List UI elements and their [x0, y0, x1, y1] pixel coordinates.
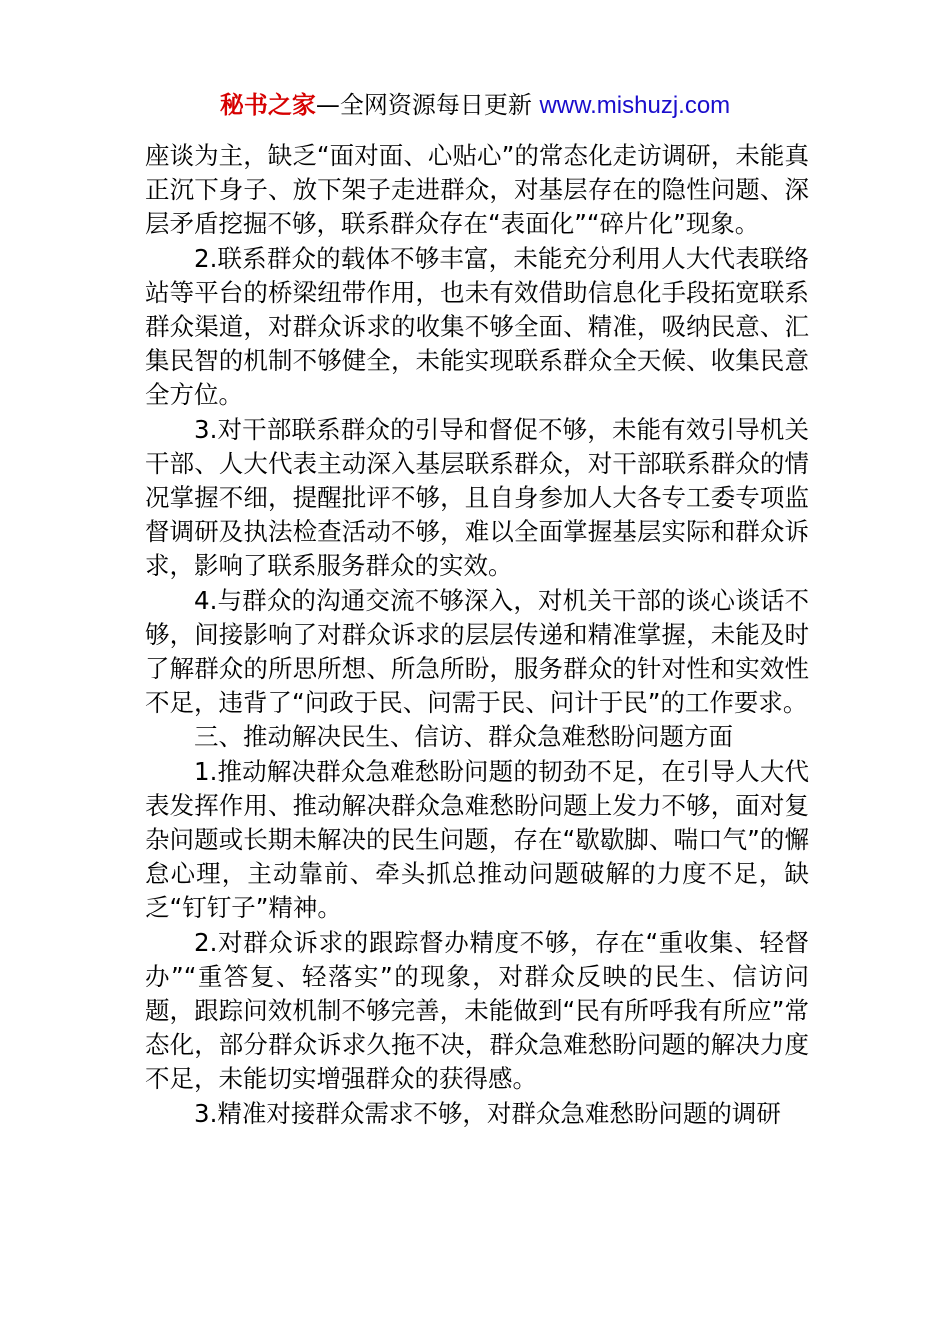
page-header — [0, 88, 950, 123]
section-heading-3: 三、推动解决民生、信访、群众急难愁盼问题方面 — [194, 722, 733, 752]
paragraph-section3-item-1: 1.推动解决群众急难愁盼问题的韧劲不足，在引导人大代表发挥作用、推动解决群众急难愁盼问题上发力不够，面对复杂问题或长期未解决的民生问题，存在“歇歇脚、喘口气”的懈怠心理，主动靠前、牵头抓总推动问题破解的力度不足，缺乏“钉钉子”精神。 — [145, 756, 809, 923]
paragraph-item-4: 4.与群众的沟通交流不够深入，对机关干部的谈心谈话不够，间接影响了对群众诉求的层层传递和精准掌握，未能及时了解群众的所思所想、所急所盼，服务群众的针对性和实效性不足，违背了“问政于民、问需于民、问计于民”的工作要求。 — [145, 585, 809, 718]
paragraph-section3-item-2: 2.对群众诉求的跟踪督办精度不够，存在“重收集、轻督办”“重答复、轻落实”的现象，对群众反映的民生、信访问题，跟踪问效机制不够完善，未能做到“民有所呼我有所应”常态化，部分群众诉求久拖不决，群众急难愁盼问题的解决力度不足，未能切实增强群众的获得感。 — [145, 927, 809, 1094]
site-url-link[interactable]: www.mishuzj.com — [539, 92, 731, 119]
paragraph-section3-item-3: 3.精准对接群众需求不够，对群众急难愁盼问题的调研 — [194, 1098, 781, 1128]
paragraph-item-2: 2.联系群众的载体不够丰富，未能充分利用人大代表联络站等平台的桥梁纽带作用，也未有效借助信息化手段拓宽联系群众渠道，对群众诉求的收集不够全面、精准，吸纳民意、汇集民智的机制不够健全，未能实现联系群众全天候、收集民意全方位。 — [145, 243, 809, 410]
document-body — [145, 139, 809, 1131]
paragraph-item-3: 3.对干部联系群众的引导和督促不够，未能有效引导机关干部、人大代表主动深入基层联系群众，对干部联系群众的情况掌握不细，提醒批评不够，且自身参加人大各专工委专项监督调研及执法检查活动不够，难以全面掌握基层实际和群众诉求，影响了联系服务群众的实效。 — [145, 414, 809, 581]
header-tagline: —全网资源每日更新 — [315, 91, 540, 119]
brand-name: 秘书之家 — [219, 91, 316, 119]
paragraph-continuation: 座谈为主，缺乏“面对面、心贴心”的常态化走访调研，未能真正沉下身子、放下架子走进群众，对基层存在的隐性问题、深层矛盾挖掘不够，联系群众存在“表面化”“碎片化”现象。 — [145, 141, 809, 239]
